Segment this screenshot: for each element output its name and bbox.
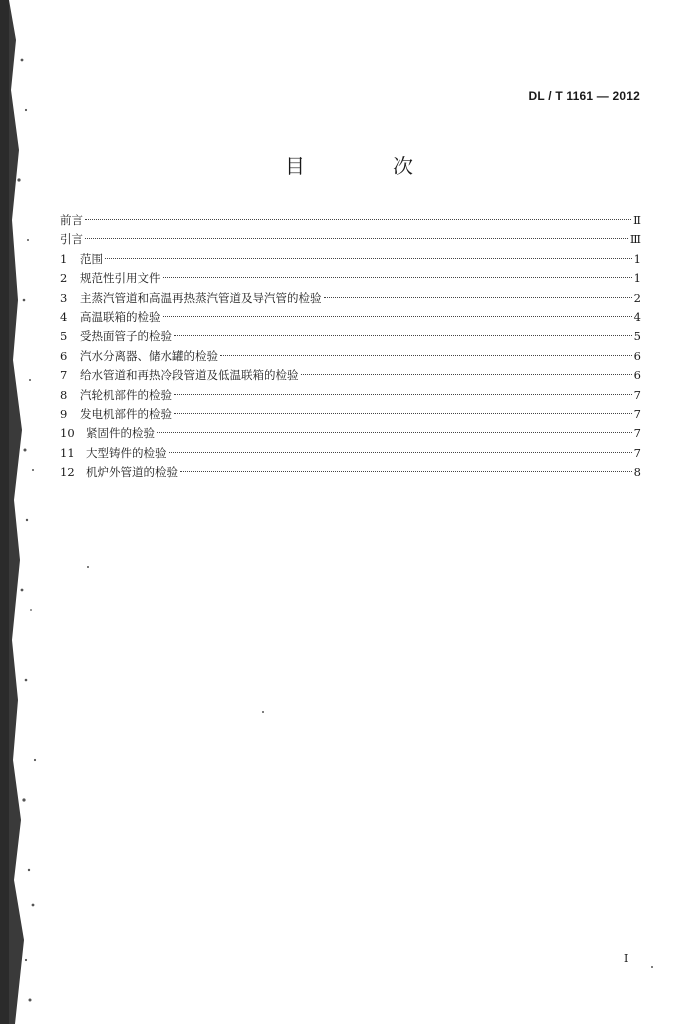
toc-entry [60,289,641,308]
toc-entry [60,424,641,443]
toc-dot-leader [85,219,631,220]
toc-entry-label: 发电机部件的检验 [80,406,172,421]
toc-dot-leader [163,277,632,278]
toc-entry-label: 规范性引用文件 [80,271,161,286]
toc-dot-leader [220,355,632,356]
page-title: 目 次 [285,154,447,178]
toc-entry-page: 1 [633,251,641,266]
toc-dot-leader [174,413,632,414]
toc-entry-number: 6 [60,348,68,363]
toc-entry-page: 7 [633,426,641,441]
toc-entry-number: 4 [60,309,68,324]
toc-dot-leader [169,452,632,453]
toc-entry-label: 机炉外管道的检验 [86,465,178,480]
toc-entry-label: 大型铸件的检验 [86,445,167,460]
toc-entry-label: 受热面管子的检验 [80,329,172,344]
toc-entry-number: 12 [60,465,75,480]
toc-dot-leader [85,238,628,239]
toc-entry-page: 7 [633,387,641,402]
toc-entry-page: 1 [633,271,641,286]
toc-entry [60,405,641,424]
toc-dot-leader [163,316,632,317]
toc-dot-leader [157,432,632,433]
toc-entry-number: 5 [60,329,68,344]
toc-entry-page: 8 [633,465,641,480]
toc-entry-page: 2 [633,290,641,305]
toc-entry-label: 汽水分离器、储水罐的检验 [80,348,218,363]
toc-entry-number: 8 [60,387,68,402]
scan-speck [262,711,264,713]
toc-entry [60,327,641,346]
toc-entry-page: 6 [633,368,641,383]
toc-entry [60,463,641,482]
toc-entry-number: 11 [60,445,75,460]
toc-entry-label: 给水管道和再热冷段管道及低温联箱的检验 [80,368,299,383]
toc-entry-page: 7 [633,445,641,460]
toc-entry-page: Ⅱ [633,213,641,227]
toc-entry-label: 紧固件的检验 [86,426,155,441]
toc-entry [60,211,641,230]
toc-entry-page: 6 [633,348,641,363]
toc-entry [60,230,641,249]
toc-entry [60,269,641,288]
scan-speck [651,966,653,968]
toc-entry-label: 高温联箱的检验 [80,309,161,324]
toc-dot-leader [180,471,632,472]
toc-entry-number: 10 [60,426,75,441]
toc-entry-page: 5 [633,329,641,344]
toc-entry-page: 7 [633,406,641,421]
toc-entry-number: 2 [60,271,68,286]
toc-dot-leader [174,394,632,395]
toc-entry [60,366,641,385]
page-number: I [624,952,629,965]
toc-dot-leader [324,297,632,298]
toc-entry-page: Ⅲ [629,232,641,247]
toc-entry-number: 3 [60,290,68,305]
toc-entry [60,250,641,269]
toc-entry [60,308,641,327]
standard-code: DL / T 1161 — 2012 [528,89,640,103]
toc-entry-number: 9 [60,406,68,421]
toc-entry [60,444,641,463]
toc-entry-label: 汽轮机部件的检验 [80,387,172,402]
toc-entry [60,347,641,366]
toc-entry-label: 前言 [60,213,83,227]
toc-dot-leader [174,335,632,336]
toc-entry-label: 主蒸汽管道和高温再热蒸汽管道及导汽管的检验 [80,290,322,305]
scan-speck [87,566,89,568]
toc-entry [60,386,641,405]
table-of-contents [60,211,641,482]
toc-entry-label: 范围 [80,251,103,266]
toc-entry-page: 4 [633,309,641,324]
toc-entry-number: 7 [60,368,68,383]
toc-dot-leader [301,374,632,375]
toc-entry-label: 引言 [60,232,83,247]
toc-entry-number: 1 [60,251,68,266]
toc-dot-leader [105,258,632,259]
